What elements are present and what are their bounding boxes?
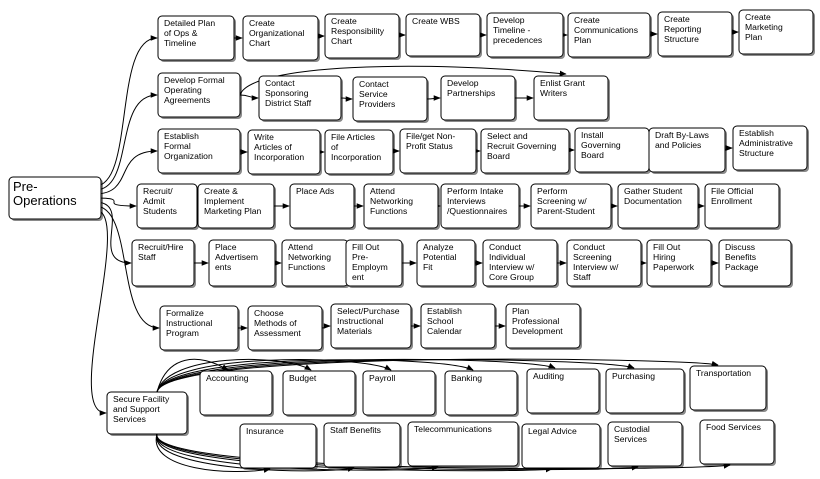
root-to-row-6-connector: [91, 210, 107, 413]
node-draft-by-laws-and-policies-label: Draft By-Laws and Policies: [655, 130, 709, 150]
node-formalize-instructional-program-label: Formalize Instructional Program: [166, 308, 213, 338]
service-purchasing: [606, 369, 684, 413]
node-conduct-screening-interview-w-staff: [567, 240, 641, 286]
node-perform-screening-w-parent-student: [531, 184, 611, 228]
node-create-marketing-plan-label: Create Marketing Plan: [745, 12, 783, 42]
node-create-organizational-chart: [243, 16, 318, 60]
service-legal-advice: [522, 424, 600, 468]
node-gather-student-documentation-label: Gather Student Documentation: [624, 186, 683, 206]
node-create-responsibility-chart-label: Create Responsibility Chart: [331, 16, 385, 46]
node-file-get-non-profit-status-label: File/get Non-Profit Status: [406, 131, 456, 151]
node-develop-formal-operating-agreements-label: Develop Formal Operating Agreements: [164, 75, 225, 105]
node-select-purchase-instructional-materials-label: Select/Purchase Instructional Materials: [337, 306, 400, 336]
node-recruit-hire-staff-label: Recruit/Hire Staff: [138, 242, 184, 262]
node-select-and-recruit-governing-board-label: Select and Recruit Governing Board: [487, 131, 557, 161]
service-banking-label: Banking: [451, 373, 483, 383]
node-discuss-benefits-package-label: Discuss Benefits Package: [725, 242, 759, 272]
node-place-advertisem-ents-label: Place Advertisem ents: [215, 242, 258, 272]
node-establish-school-calendar-label: Establish School Calendar: [427, 306, 462, 336]
node-contact-sponsoring-district-staff-label: Contact Sponsoring District Staff: [265, 78, 312, 108]
node-create-communications-plan-label: Create Communications Plan: [574, 15, 638, 45]
node-write-articles-of-incorporation: [248, 130, 320, 174]
service-auditing-label: Auditing: [533, 371, 565, 381]
node-create-organizational-chart-label: Create Organizational Chart: [249, 18, 305, 48]
node-plan-professional-development: [506, 304, 580, 348]
service-staff-benefits: [324, 423, 400, 467]
service-insurance-label: Insurance: [246, 426, 284, 436]
root-to-row-1-connector: [95, 95, 157, 190]
node-develop-partnerships-label: Develop Partnerships: [447, 78, 496, 98]
node-develop-partnerships: [441, 76, 515, 120]
service-purchasing-label: Purchasing: [612, 371, 655, 381]
root-to-row-0-connector: [95, 38, 157, 186]
service-legal-advice-label: Legal Advice: [528, 426, 577, 436]
service-telecommunications-label: Telecommunications: [414, 424, 492, 434]
row-1-arrow-0: [240, 95, 258, 98]
node-file-articles-of-incorporation: [325, 130, 393, 174]
node-secure-facility-and-support-services-label: Secure Facility and Support Services: [113, 394, 170, 424]
node-attend-networking-functions: [282, 240, 348, 286]
node-recruit-hire-staff: [132, 240, 194, 286]
service-accounting-label: Accounting: [206, 373, 249, 383]
node-create-implement-marketing-plan-label: Create & Implement Marketing Plan: [204, 186, 262, 216]
node-create-responsibility-chart: [325, 14, 399, 58]
node-establish-administrative-structure: [733, 126, 807, 170]
node-file-official-enrollment: [705, 184, 779, 228]
node-fill-out-hiring-paperwork: [647, 240, 711, 286]
node-develop-formal-operating-agreements: [158, 73, 240, 117]
service-accounting: [200, 371, 272, 415]
service-food-services-label: Food Services: [706, 422, 761, 432]
node-choose-methods-of-assessment: [248, 306, 322, 350]
node-contact-sponsoring-district-staff: [259, 76, 341, 120]
node-perform-screening-w-parent-student-label: Perform Screening w/ Parent-Student: [537, 186, 595, 216]
node-establish-formal-organization: [158, 129, 240, 173]
node-place-advertisem-ents: [209, 240, 275, 286]
service-custodial-services: [608, 422, 682, 466]
node-select-purchase-instructional-materials: [331, 304, 411, 348]
node-recruit-admit-students: [137, 184, 197, 228]
node-file-articles-of-incorporation-label: File Articles of Incorporation: [331, 132, 382, 162]
node-fill-out-hiring-paperwork-label: Fill Out Hiring Paperwork: [653, 242, 695, 272]
node-file-official-enrollment-label: File Official Enrollment: [711, 186, 754, 206]
node-install-governing-board: [575, 128, 649, 172]
node-attend-networking-functions: [364, 184, 438, 228]
node-create-wbs: [406, 14, 480, 56]
node-perform-intake-interviews-questionnaires: [441, 184, 519, 228]
node-secure-facility-and-support-services: [107, 392, 187, 434]
node-create-reporting-structure: [658, 12, 732, 56]
node-attend-networking-functions-label: Attend Networking Functions: [288, 242, 331, 272]
node-draft-by-laws-and-policies: [649, 128, 725, 172]
node-conduct-individual-interview-w-core-group: [483, 240, 557, 286]
service-budget: [283, 371, 355, 415]
service-payroll-label: Payroll: [369, 373, 396, 383]
node-formalize-instructional-program: [160, 306, 238, 350]
node-recruit-admit-students-label: Recruit/ Admit Students: [143, 186, 177, 216]
node-install-governing-board-label: Install Governing Board: [581, 130, 621, 160]
node-select-and-recruit-governing-board: [481, 129, 569, 173]
root-node-pre-operations-label: Pre-Operations: [13, 179, 77, 208]
root-node-pre-operations: [9, 177, 101, 219]
node-place-ads: [290, 184, 354, 228]
node-conduct-individual-interview-w-core-group-label: Conduct Individual Interview w/ Core Group: [489, 242, 535, 282]
service-auditing: [527, 369, 599, 413]
node-create-wbs-label: Create WBS: [412, 16, 460, 26]
service-food-services: [700, 420, 774, 464]
node-analyze-potential-fit: [417, 240, 475, 286]
node-plan-professional-development-label: Plan Professional Development: [512, 306, 563, 336]
service-custodial-services-label: Custodial Services: [614, 424, 650, 444]
service-banking: [445, 371, 517, 415]
service-staff-benefits-label: Staff Benefits: [330, 425, 381, 435]
service-payroll: [363, 371, 435, 415]
node-analyze-potential-fit-label: Analyze Potential Fit: [423, 242, 457, 272]
node-choose-methods-of-assessment-label: Choose Methods of Assessment: [254, 308, 301, 338]
node-contact-service-providers: [353, 77, 427, 121]
node-attend-networking-functions-label: Attend Networking Functions: [370, 186, 413, 216]
node-perform-intake-interviews-questionnaires-label: Perform Intake Interviews /Questionnaires: [447, 186, 508, 216]
node-develop-timeline-precedences-label: Develop Timeline -precedences: [493, 15, 543, 45]
node-detailed-plan-of-ops-timeline-label: Detailed Plan of Ops & Timeline: [164, 18, 216, 48]
node-conduct-screening-interview-w-staff-label: Conduct Screening Interview w/ Staff: [573, 242, 619, 282]
node-enlist-grant-writers: [534, 76, 608, 120]
node-write-articles-of-incorporation-label: Write Articles of Incorporation: [254, 132, 305, 162]
service-budget-label: Budget: [289, 373, 317, 383]
node-create-communications-plan: [568, 13, 650, 57]
node-establish-school-calendar: [421, 304, 495, 348]
node-create-reporting-structure-label: Create Reporting Structure: [664, 14, 702, 44]
node-file-get-non-profit-status: [400, 129, 476, 173]
node-place-ads-label: Place Ads: [296, 186, 335, 196]
node-create-marketing-plan: [739, 10, 813, 54]
node-fill-out-pre-employm-ent-label: Fill Out Pre-Employm ent: [352, 242, 388, 282]
node-develop-timeline-precedences: [487, 13, 563, 57]
service-telecommunications: [408, 422, 518, 466]
node-fill-out-pre-employm-ent: [346, 240, 402, 286]
service-insurance: [240, 424, 316, 468]
service-transportation: [690, 366, 766, 410]
node-contact-service-providers-label: Contact Service Providers: [359, 79, 396, 109]
node-discuss-benefits-package: [719, 240, 791, 286]
node-gather-student-documentation: [618, 184, 698, 228]
service-transportation-label: Transportation: [696, 368, 752, 378]
node-detailed-plan-of-ops-timeline: [158, 16, 234, 60]
node-establish-administrative-structure-label: Establish Administrative Structure: [739, 128, 793, 158]
node-establish-formal-organization-label: Establish Formal Organization: [164, 131, 213, 161]
node-enlist-grant-writers-label: Enlist Grant Writers: [540, 78, 585, 98]
node-create-implement-marketing-plan: [198, 184, 274, 228]
